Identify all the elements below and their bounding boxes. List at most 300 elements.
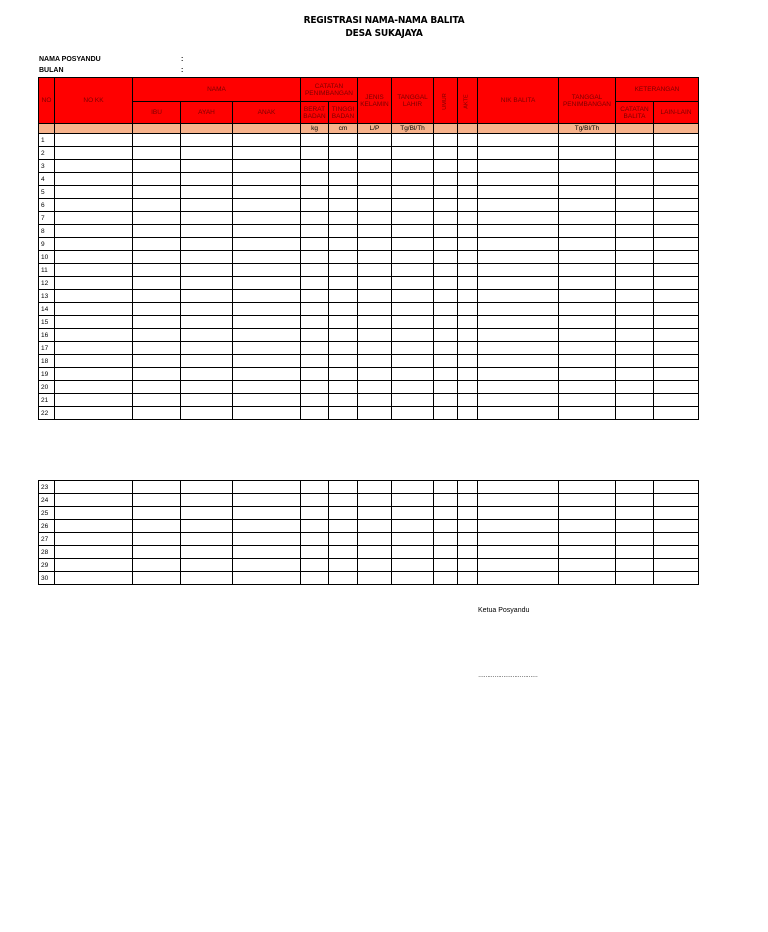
table-cell — [654, 533, 699, 546]
table-cell — [458, 316, 478, 329]
table-cell — [55, 368, 133, 381]
table-cell — [478, 394, 559, 407]
table-row — [39, 173, 699, 186]
table-cell — [133, 316, 181, 329]
table-cell — [478, 160, 559, 173]
table-cell — [181, 303, 233, 316]
table-cell — [616, 329, 654, 342]
table-cell — [358, 381, 392, 394]
table-cell — [301, 533, 329, 546]
table-cell — [392, 355, 434, 368]
table-cell — [392, 481, 434, 494]
table-cell — [654, 559, 699, 572]
table-cell — [358, 147, 392, 160]
header-umur-label: UMUR — [442, 92, 448, 110]
table-cell — [616, 368, 654, 381]
table-cell — [478, 303, 559, 316]
row-number: 13 — [39, 290, 55, 303]
table-row — [39, 572, 699, 585]
table-cell — [329, 572, 358, 585]
table-cell — [654, 368, 699, 381]
table-cell — [654, 507, 699, 520]
table-cell — [559, 251, 616, 264]
table-cell — [133, 303, 181, 316]
table-cell — [559, 212, 616, 225]
table-cell — [458, 173, 478, 186]
table-cell — [654, 481, 699, 494]
table-cell — [478, 520, 559, 533]
table-cell — [55, 225, 133, 238]
table-row — [39, 186, 699, 199]
table-cell — [181, 264, 233, 277]
table-cell — [478, 329, 559, 342]
table-cell — [329, 329, 358, 342]
table-cell — [478, 507, 559, 520]
table-cell — [181, 199, 233, 212]
table-cell — [392, 494, 434, 507]
header-ayah: AYAH — [181, 102, 233, 124]
table-row — [39, 533, 699, 546]
table-cell — [616, 199, 654, 212]
table-row — [39, 290, 699, 303]
table-cell — [233, 186, 301, 199]
table-cell — [458, 225, 478, 238]
table-cell — [458, 494, 478, 507]
header-lain-lain: LAIN-LAIN — [654, 102, 699, 124]
table-cell — [181, 481, 233, 494]
table-cell — [559, 546, 616, 559]
table-cell — [301, 238, 329, 251]
table-cell — [358, 533, 392, 546]
table-cell — [133, 277, 181, 290]
table-cell — [434, 342, 458, 355]
table-cell — [559, 329, 616, 342]
table-cell — [434, 381, 458, 394]
table-cell — [233, 199, 301, 212]
table-cell — [392, 186, 434, 199]
table-cell — [392, 238, 434, 251]
table-cell — [654, 342, 699, 355]
table-cell — [654, 494, 699, 507]
row-number: 27 — [39, 533, 55, 546]
table-cell — [478, 225, 559, 238]
table-cell — [301, 160, 329, 173]
table-cell — [392, 407, 434, 420]
unit-tinggi: cm — [329, 124, 358, 134]
row-number: 30 — [39, 572, 55, 585]
table-cell — [358, 238, 392, 251]
table-cell — [654, 407, 699, 420]
table-cell — [358, 160, 392, 173]
table-cell — [392, 264, 434, 277]
header-berat-badan: BERAT BADAN — [301, 102, 329, 124]
header-akte-label: AKTE — [464, 93, 470, 109]
table-cell — [559, 277, 616, 290]
table-cell — [392, 134, 434, 147]
table-cell — [358, 173, 392, 186]
table-cell — [181, 572, 233, 585]
table-cell — [329, 316, 358, 329]
table-cell — [55, 329, 133, 342]
table-row — [39, 407, 699, 420]
table-cell — [458, 407, 478, 420]
header-jenis-kelamin: JENIS KELAMIN — [358, 78, 392, 124]
row-number: 22 — [39, 407, 55, 420]
table-cell — [133, 186, 181, 199]
table-cell — [458, 368, 478, 381]
table-cell — [181, 546, 233, 559]
table-cell — [329, 507, 358, 520]
table-cell — [458, 134, 478, 147]
table-cell — [301, 277, 329, 290]
table-cell — [301, 368, 329, 381]
table-cell — [358, 225, 392, 238]
table-cell — [392, 316, 434, 329]
header-no: NO — [39, 78, 55, 124]
table-cell — [654, 134, 699, 147]
table-cell — [654, 212, 699, 225]
table-cell — [478, 264, 559, 277]
table-row — [39, 316, 699, 329]
table-cell — [616, 186, 654, 199]
table-cell — [478, 572, 559, 585]
unit-cell — [133, 124, 181, 134]
table-cell — [233, 481, 301, 494]
table-cell — [559, 368, 616, 381]
table-cell — [458, 381, 478, 394]
table-cell — [181, 355, 233, 368]
table-cell — [181, 381, 233, 394]
table-cell — [434, 147, 458, 160]
table-cell — [392, 368, 434, 381]
table-cell — [55, 186, 133, 199]
table-cell — [329, 303, 358, 316]
bulan-field — [39, 67, 184, 74]
table-cell — [654, 394, 699, 407]
document-title: REGISTRASI NAMA-NAMA BALITA — [303, 15, 465, 26]
table-cell — [434, 559, 458, 572]
table-cell — [233, 212, 301, 225]
table-cell — [478, 533, 559, 546]
table-cell — [301, 520, 329, 533]
table-cell — [392, 212, 434, 225]
table-row — [39, 160, 699, 173]
row-number: 25 — [39, 507, 55, 520]
table-cell — [559, 381, 616, 394]
table-cell — [478, 173, 559, 186]
table-cell — [329, 355, 358, 368]
table-cell — [358, 394, 392, 407]
table-cell — [478, 368, 559, 381]
unit-cell — [39, 124, 55, 134]
table-cell — [434, 572, 458, 585]
header-keterangan: KETERANGAN — [616, 78, 699, 102]
table-cell — [458, 199, 478, 212]
table-cell — [458, 481, 478, 494]
table-cell — [133, 290, 181, 303]
table-cell — [133, 355, 181, 368]
table-cell — [55, 238, 133, 251]
table-cell — [233, 290, 301, 303]
table-cell — [458, 238, 478, 251]
table-cell — [233, 316, 301, 329]
table-cell — [329, 251, 358, 264]
table-cell — [434, 134, 458, 147]
table-cell — [458, 507, 478, 520]
table-cell — [478, 290, 559, 303]
row-number: 3 — [39, 160, 55, 173]
table-cell — [458, 559, 478, 572]
table-cell — [329, 238, 358, 251]
table-cell — [392, 329, 434, 342]
table-cell — [329, 533, 358, 546]
row-number: 17 — [39, 342, 55, 355]
table-cell — [434, 355, 458, 368]
table-cell — [301, 251, 329, 264]
table-cell — [358, 134, 392, 147]
table-cell — [458, 342, 478, 355]
table-cell — [301, 186, 329, 199]
table-cell — [616, 316, 654, 329]
table-cell — [358, 199, 392, 212]
table-cell — [559, 533, 616, 546]
table-cell — [301, 303, 329, 316]
table-cell — [133, 507, 181, 520]
table-cell — [133, 251, 181, 264]
table-cell — [133, 520, 181, 533]
table-cell — [654, 186, 699, 199]
unit-jenis: L/P — [358, 124, 392, 134]
table-cell — [329, 494, 358, 507]
table-cell — [55, 134, 133, 147]
table-cell — [392, 173, 434, 186]
table-cell — [478, 134, 559, 147]
table-cell — [301, 264, 329, 277]
table-cell — [434, 407, 458, 420]
table-cell — [329, 134, 358, 147]
table-cell — [181, 533, 233, 546]
table-cell — [616, 251, 654, 264]
table-cell — [181, 494, 233, 507]
table-cell — [181, 559, 233, 572]
table-cell — [616, 277, 654, 290]
table-cell — [329, 225, 358, 238]
table-cell — [233, 277, 301, 290]
table-cell — [654, 520, 699, 533]
table-cell — [434, 481, 458, 494]
table-cell — [133, 134, 181, 147]
table-cell — [478, 494, 559, 507]
posyandu-field — [39, 56, 184, 63]
table-cell — [392, 277, 434, 290]
row-number: 18 — [39, 355, 55, 368]
table-cell — [654, 238, 699, 251]
table-cell — [478, 277, 559, 290]
table-cell — [233, 134, 301, 147]
table-cell — [654, 160, 699, 173]
table-cell — [392, 394, 434, 407]
header-anak: ANAK — [233, 102, 301, 124]
bulan-colon: : — [181, 67, 184, 74]
table-cell — [181, 277, 233, 290]
table-cell — [559, 134, 616, 147]
table-cell — [559, 303, 616, 316]
table-cell — [233, 520, 301, 533]
table-row — [39, 394, 699, 407]
table-cell — [181, 316, 233, 329]
table-cell — [358, 355, 392, 368]
table-cell — [358, 559, 392, 572]
table-cell — [616, 147, 654, 160]
table-cell — [233, 342, 301, 355]
table-cell — [559, 507, 616, 520]
table-row — [39, 134, 699, 147]
table-cell — [616, 407, 654, 420]
unit-cell — [616, 124, 654, 134]
table-cell — [329, 546, 358, 559]
table-cell — [478, 355, 559, 368]
table-cell — [55, 277, 133, 290]
header-tinggi-badan: TINGGI BADAN — [329, 102, 358, 124]
table-cell — [478, 147, 559, 160]
table-cell — [301, 173, 329, 186]
table-cell — [181, 251, 233, 264]
table-cell — [616, 507, 654, 520]
table-cell — [301, 407, 329, 420]
table-cell — [559, 316, 616, 329]
table-cell — [616, 572, 654, 585]
table-cell — [233, 251, 301, 264]
table-row — [39, 329, 699, 342]
table-cell — [301, 494, 329, 507]
table-cell — [559, 355, 616, 368]
table-cell — [559, 238, 616, 251]
table-cell — [458, 186, 478, 199]
table-cell — [301, 481, 329, 494]
table-cell — [181, 342, 233, 355]
table-cell — [559, 494, 616, 507]
table-cell — [616, 355, 654, 368]
table-cell — [654, 173, 699, 186]
table-cell — [616, 559, 654, 572]
table-cell — [434, 494, 458, 507]
table-cell — [392, 546, 434, 559]
document-subtitle: DESA SUKAJAYA — [345, 28, 423, 39]
table-row — [39, 494, 699, 507]
unit-cell — [478, 124, 559, 134]
table-cell — [55, 533, 133, 546]
table-cell — [559, 481, 616, 494]
table-row — [39, 355, 699, 368]
table-cell — [233, 329, 301, 342]
table-cell — [616, 546, 654, 559]
header-catatan-balita: CATATAN BALITA — [616, 102, 654, 124]
unit-cell — [458, 124, 478, 134]
table-row — [39, 147, 699, 160]
table-cell — [233, 147, 301, 160]
table-cell — [559, 173, 616, 186]
table-cell — [478, 407, 559, 420]
table-cell — [559, 559, 616, 572]
unit-tanggal-lahir: Tg/Bl/Th — [392, 124, 434, 134]
table-cell — [478, 342, 559, 355]
table-cell — [329, 381, 358, 394]
table-cell — [358, 407, 392, 420]
table-cell — [181, 329, 233, 342]
table-cell — [478, 212, 559, 225]
header-tanggal-lahir: TANGGAL LAHIR — [392, 78, 434, 124]
table-cell — [458, 290, 478, 303]
unit-berat: kg — [301, 124, 329, 134]
table-cell — [301, 225, 329, 238]
unit-cell — [434, 124, 458, 134]
table-cell — [478, 186, 559, 199]
table-cell — [55, 212, 133, 225]
table-cell — [616, 212, 654, 225]
table-cell — [478, 251, 559, 264]
table-cell — [654, 381, 699, 394]
table-cell — [133, 225, 181, 238]
signature-line: …………………………… — [478, 673, 538, 679]
table-row — [39, 303, 699, 316]
table-cell — [392, 290, 434, 303]
table-cell — [181, 173, 233, 186]
table-cell — [434, 507, 458, 520]
table-cell — [181, 134, 233, 147]
table-cell — [301, 199, 329, 212]
posyandu-label: NAMA POSYANDU — [39, 56, 101, 63]
table-cell — [133, 559, 181, 572]
table-cell — [458, 572, 478, 585]
table-cell — [654, 546, 699, 559]
table-cell — [358, 546, 392, 559]
table-cell — [458, 533, 478, 546]
table-cell — [55, 342, 133, 355]
table-cell — [358, 329, 392, 342]
table-row — [39, 212, 699, 225]
table-cell — [133, 381, 181, 394]
table-cell — [301, 381, 329, 394]
table-cell — [233, 394, 301, 407]
table-cell — [654, 147, 699, 160]
header-nama: NAMA — [133, 78, 301, 102]
table-cell — [301, 329, 329, 342]
table-cell — [559, 407, 616, 420]
table-cell — [434, 533, 458, 546]
table-cell — [55, 290, 133, 303]
table-cell — [434, 199, 458, 212]
table-cell — [434, 238, 458, 251]
unit-cell — [654, 124, 699, 134]
unit-cell — [233, 124, 301, 134]
table-cell — [559, 225, 616, 238]
table-cell — [616, 481, 654, 494]
table-cell — [133, 147, 181, 160]
table-cell — [458, 546, 478, 559]
header-umur — [434, 78, 458, 124]
table-cell — [654, 225, 699, 238]
signature-label: Ketua Posyandu — [478, 607, 530, 614]
table-cell — [301, 394, 329, 407]
table-cell — [233, 368, 301, 381]
table-cell — [392, 225, 434, 238]
table-cell — [233, 264, 301, 277]
row-number: 5 — [39, 186, 55, 199]
table-cell — [458, 303, 478, 316]
table-cell — [392, 303, 434, 316]
posyandu-colon: : — [181, 56, 184, 63]
table-cell — [616, 225, 654, 238]
